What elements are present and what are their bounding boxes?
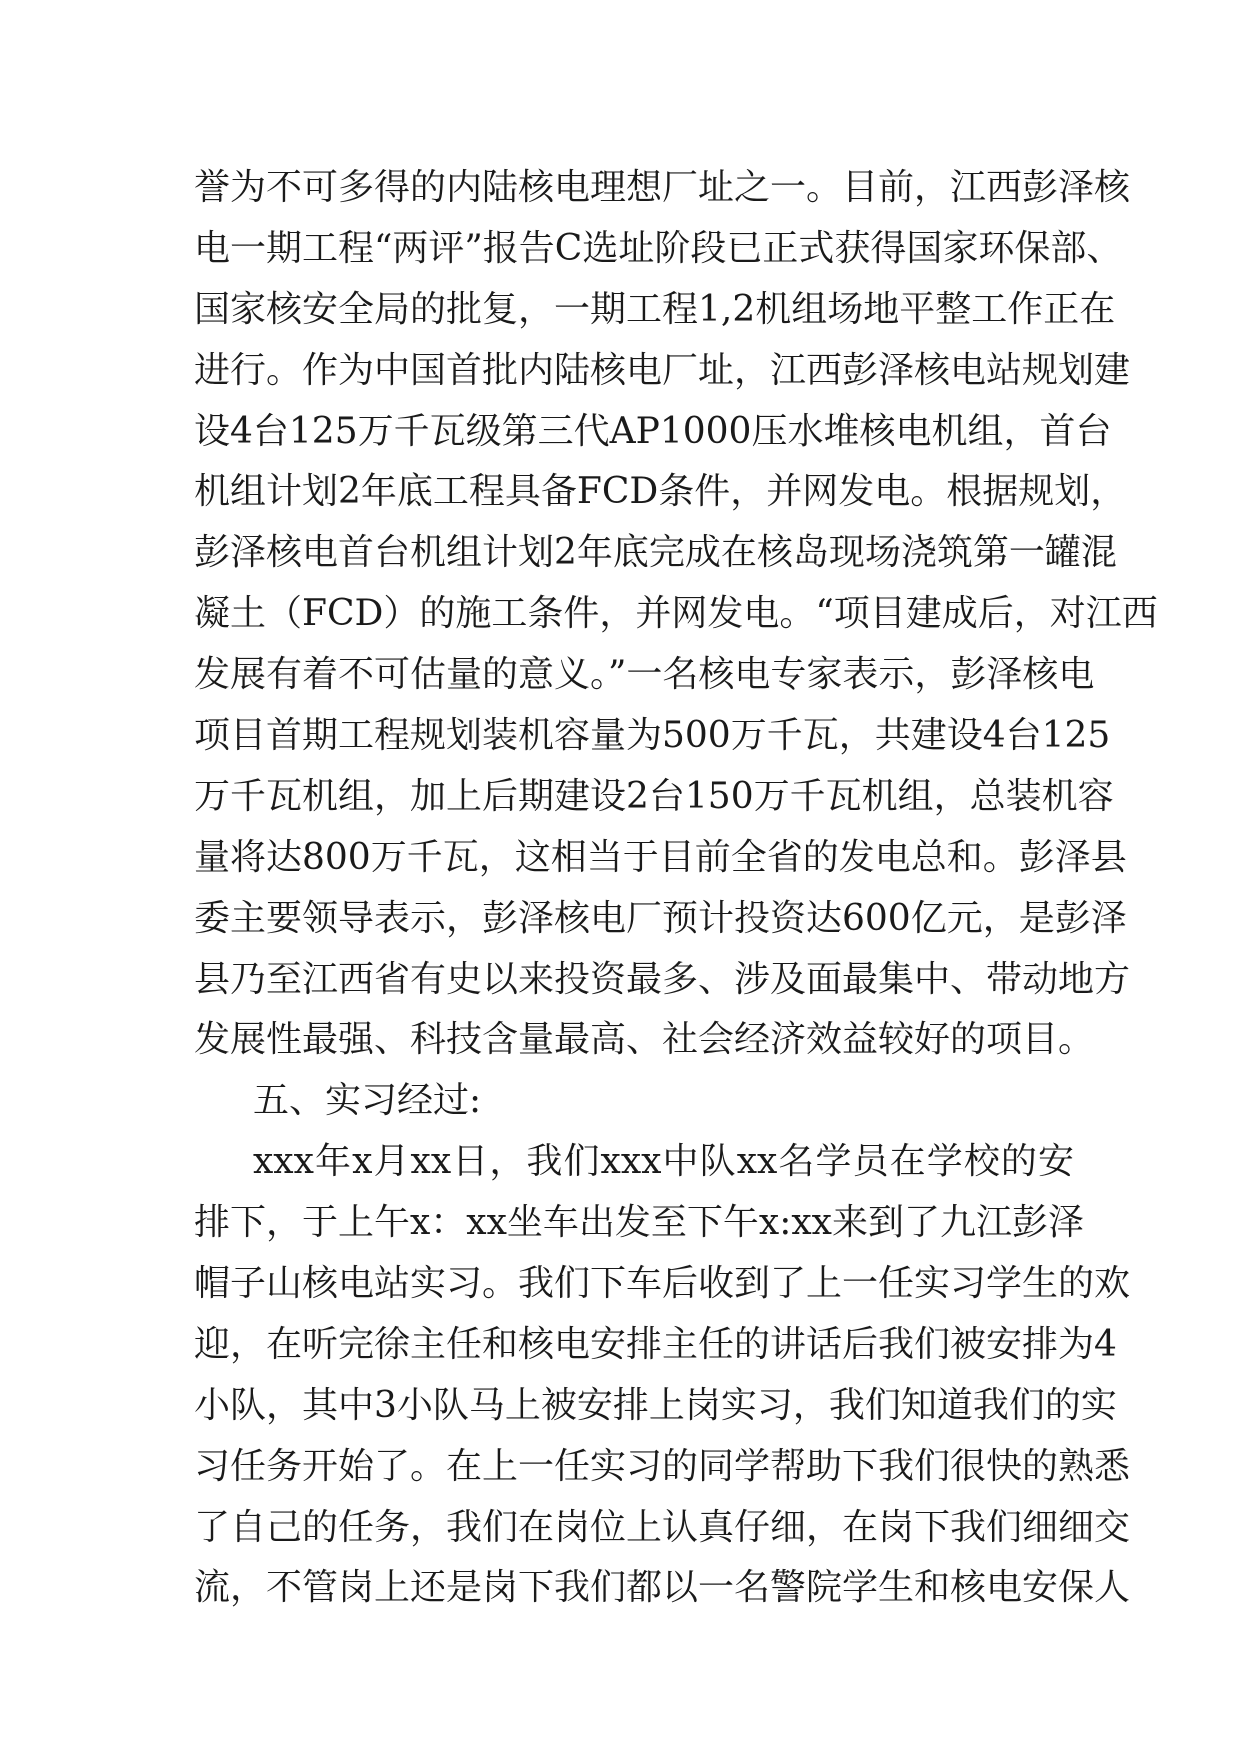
section-heading	[194, 1071, 1074, 1132]
text-line: 量将达800万千瓦，这相当于目前全省的发电总和。彭泽县	[194, 836, 1127, 878]
text-line: 国家核安全局的批复，一期工程1,2机组场地平整工作正在	[194, 288, 1116, 330]
paragraph	[194, 1132, 1131, 1619]
text-line: 发展有着不可估量的意义。”一名核电专家表示，彭泽核电	[194, 654, 1095, 696]
text-line: 县乃至江西省有史以来投资最多、涉及面最集中、带动地方	[194, 958, 1131, 1000]
text-line: 设4台125万千瓦级第三代AP1000压水堆核电机组，首台	[194, 410, 1112, 452]
text-line: 排下，于上午x：xx坐车出发至下午x:xx来到了九江彭泽	[194, 1202, 1084, 1244]
text-line: 委主要领导表示，彭泽核电厂预计投资达600亿元，是彭泽	[194, 897, 1127, 939]
text-line: 项目首期工程规划装机容量为500万千瓦，共建设4台125	[194, 715, 1111, 757]
text-line: 习任务开始了。在上一任实习的同学帮助下我们很快的熟悉	[194, 1445, 1131, 1487]
text-line: 进行。作为中国首批内陆核电厂址，江西彭泽核电站规划建	[194, 349, 1131, 391]
document-body	[194, 158, 1158, 1619]
text-line: 彭泽核电首台机组计划2年底完成在核岛现场浇筑第一罐混	[194, 532, 1117, 574]
text-line: 五、实习经过:	[253, 1080, 482, 1122]
text-line: 机组计划2年底工程具备FCD条件，并网发电。根据规划，	[194, 471, 1127, 513]
text-line: 凝土（FCD）的施工条件，并网发电。“项目建成后，对江西	[194, 593, 1158, 635]
text-line: 小队，其中3小队马上被安排上岗实习，我们知道我们的实	[194, 1384, 1117, 1426]
text-line: 帽子山核电站实习。我们下车后收到了上一任实习学生的欢	[194, 1263, 1131, 1305]
text-line: xxx年x月xx日，我们xxx中队xx名学员在学校的安	[253, 1141, 1074, 1183]
paragraph	[194, 158, 1158, 1071]
text-line: 流，不管岗上还是岗下我们都以一名警院学生和核电安保人	[194, 1567, 1131, 1609]
text-line: 发展性最强、科技含量最高、社会经济效益较好的项目。	[194, 1019, 1095, 1061]
text-line: 万千瓦机组，加上后期建设2台150万千瓦机组，总装机容	[194, 775, 1114, 817]
text-line: 电一期工程“两评”报告C选址阶段已正式获得国家环保部、	[194, 227, 1123, 269]
text-line: 誉为不可多得的内陆核电理想厂址之一。目前，江西彭泽核	[194, 167, 1131, 208]
text-line: 迎，在听完徐主任和核电安排主任的讲话后我们被安排为4	[194, 1323, 1117, 1365]
text-line: 了自己的任务，我们在岗位上认真仔细，在岗下我们细细交	[194, 1506, 1131, 1548]
